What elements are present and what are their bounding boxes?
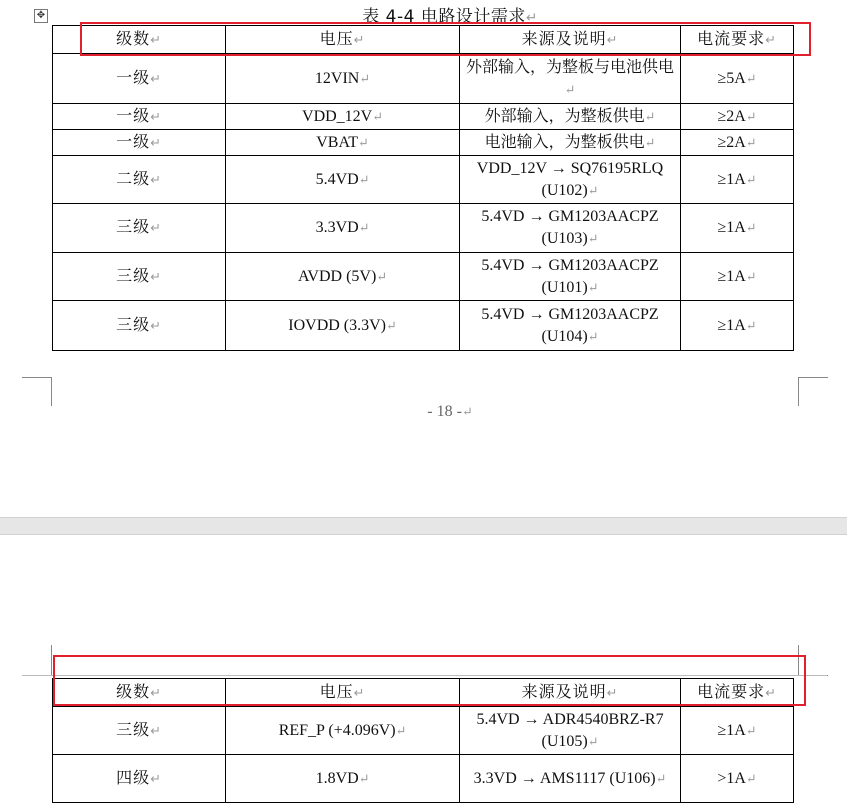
table-caption: 表 4-4 电路设计需求↵ [362, 7, 538, 27]
cell-source[interactable]: 5.4VD → GM1203AACPZ (U101)↵ [460, 253, 681, 301]
header-current[interactable]: 电流要求↵ [681, 679, 794, 707]
cell-level[interactable]: 一级↵ [53, 54, 226, 104]
table-row [53, 104, 794, 130]
cell-level[interactable]: 三级↵ [53, 253, 226, 301]
table-row [53, 253, 794, 301]
cell-voltage[interactable]: IOVDD (3.3V)↵ [226, 301, 460, 351]
header-current[interactable]: 电流要求↵ [681, 26, 794, 54]
cell-voltage[interactable]: VBAT↵ [226, 130, 460, 156]
cell-current[interactable]: ≥5A↵ [681, 54, 794, 104]
table-row [53, 130, 794, 156]
cell-level[interactable]: 三级↵ [53, 204, 226, 253]
table-row [53, 156, 794, 204]
cell-current[interactable]: ≥2A↵ [681, 104, 794, 130]
crop-mark-right [798, 377, 828, 406]
cell-source[interactable]: VDD_12V → SQ76195RLQ (U102)↵ [460, 156, 681, 204]
cell-current[interactable]: ≥1A↵ [681, 156, 794, 204]
cell-source[interactable]: 5.4VD → GM1203AACPZ (U103)↵ [460, 204, 681, 253]
table-row [53, 54, 794, 104]
cell-voltage[interactable]: AVDD (5V)↵ [226, 253, 460, 301]
cell-level[interactable]: 一级↵ [53, 130, 226, 156]
cell-source[interactable]: 外部输入，为整板与电池供电↵ [460, 54, 681, 104]
page-number: - 18 -↵ [427, 403, 473, 420]
table-row [53, 707, 794, 755]
circuit-requirements-table [52, 25, 794, 351]
cell-current[interactable]: ≥1A↵ [681, 301, 794, 351]
cell-voltage[interactable]: 1.8VD↵ [226, 755, 460, 803]
header-source[interactable]: 来源及说明↵ [460, 26, 681, 54]
table-row [53, 204, 794, 253]
cell-source[interactable]: 外部输入，为整板供电↵ [460, 104, 681, 130]
table-move-icon[interactable]: ✥ [34, 9, 48, 23]
cell-current[interactable]: >1A↵ [681, 755, 794, 803]
header-level[interactable]: 级数↵ [53, 26, 226, 54]
table-row [53, 755, 794, 803]
cell-source[interactable]: 5.4VD → GM1203AACPZ (U104)↵ [460, 301, 681, 351]
crop-mark-left [22, 377, 52, 406]
header-highlight-box [80, 22, 811, 56]
table-row [53, 301, 794, 351]
cell-voltage[interactable]: REF_P (+4.096V)↵ [226, 707, 460, 755]
cell-source[interactable]: 电池输入，为整板供电↵ [460, 130, 681, 156]
crop-mark-left [22, 645, 52, 676]
cell-source[interactable]: 3.3VD → AMS1117 (U106)↵ [460, 755, 681, 803]
page-separator [0, 517, 847, 535]
header-voltage[interactable]: 电压↵ [226, 26, 460, 54]
header-highlight-box [53, 655, 806, 706]
cell-voltage[interactable]: VDD_12V↵ [226, 104, 460, 130]
cell-current[interactable]: ≥1A↵ [681, 204, 794, 253]
cell-source[interactable]: 5.4VD → ADR4540BRZ-R7 (U105)↵ [460, 707, 681, 755]
cell-level[interactable]: 三级↵ [53, 707, 226, 755]
cell-level[interactable]: 四级↵ [53, 755, 226, 803]
cell-voltage[interactable]: 3.3VD↵ [226, 204, 460, 253]
cell-level[interactable]: 一级↵ [53, 104, 226, 130]
cell-level[interactable]: 二级↵ [53, 156, 226, 204]
cell-current[interactable]: ≥1A↵ [681, 253, 794, 301]
cell-current[interactable]: ≥2A↵ [681, 130, 794, 156]
header-source[interactable]: 来源及说明↵ [460, 679, 681, 707]
header-voltage[interactable]: 电压↵ [226, 679, 460, 707]
header-level[interactable]: 级数↵ [53, 679, 226, 707]
cell-level[interactable]: 三级↵ [53, 301, 226, 351]
cell-voltage[interactable]: 5.4VD↵ [226, 156, 460, 204]
cell-voltage[interactable]: 12VIN↵ [226, 54, 460, 104]
cell-current[interactable]: ≥1A↵ [681, 707, 794, 755]
paragraph-mark: ↵ [525, 10, 538, 26]
document-page-19 [0, 535, 847, 785]
